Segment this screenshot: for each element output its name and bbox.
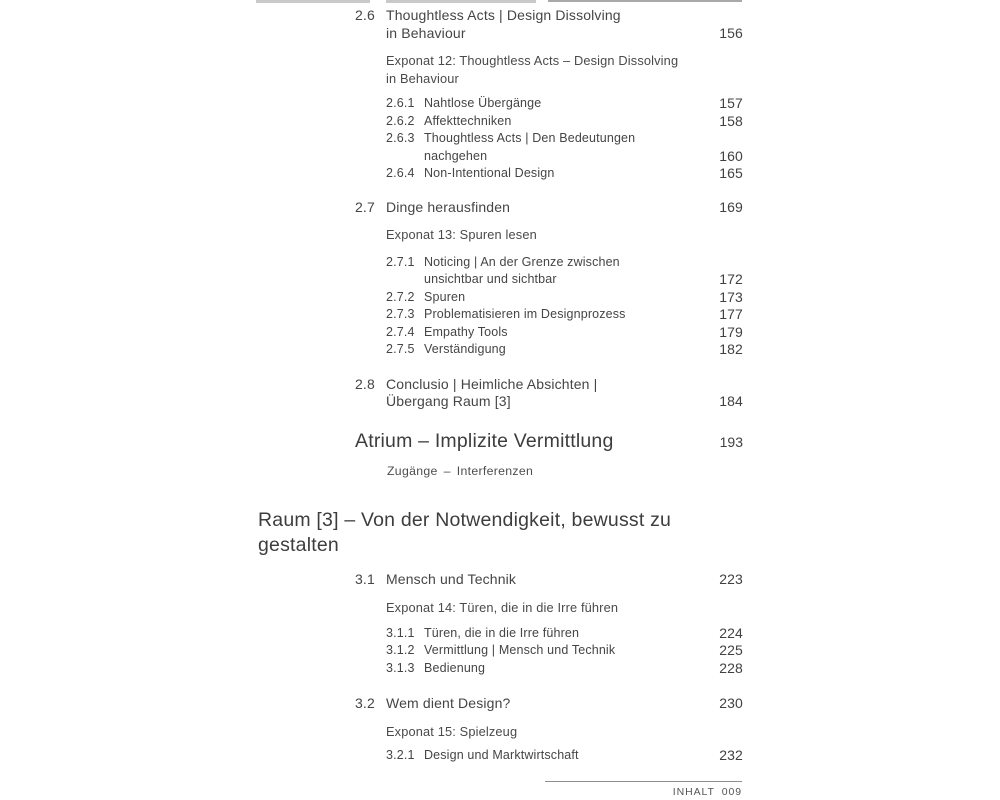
toc-subentry [386, 113, 743, 131]
subnote-dash: – [443, 463, 451, 478]
exponat-text: Exponat 14: Türen, die in die Irre führen [386, 600, 619, 615]
subentry-number: 2.6.2 [386, 113, 415, 128]
toc-subentry [386, 254, 743, 289]
entry-title: Mensch und Technik [386, 570, 517, 587]
subentry-title: Türen, die in die Irre führen [424, 625, 580, 640]
subentry-title: Thoughtless Acts | Den Bedeutungen [424, 131, 636, 145]
section-subnote [387, 463, 743, 480]
subentry-title: Design und Marktwirtschaft [424, 748, 579, 762]
entry-page-number: 169 [719, 198, 743, 215]
footer-rule [545, 781, 742, 782]
subentry-number: 2.7.1 [386, 254, 415, 269]
entry-title: Wem dient Design? [386, 695, 511, 711]
section-heading-page-number: 193 [719, 433, 743, 450]
subentry-number: 3.1.1 [386, 625, 415, 640]
subentry-page-number: 173 [719, 288, 743, 305]
entry-number: 2.7 [355, 198, 375, 215]
subentry-number: 3.1.2 [386, 643, 415, 657]
exponat-text: Exponat 13: Spuren lesen [386, 227, 537, 242]
entry-title-continuation: in Behaviour [386, 24, 466, 41]
subentry-page-number: 232 [719, 747, 743, 763]
subentry-title: Problematisieren im Designprozess [424, 307, 626, 321]
subentry-number: 3.2.1 [386, 748, 415, 762]
subentry-title: Empathy Tools [424, 324, 508, 339]
subentry-number-spacer [386, 271, 424, 289]
subnote-left: Zugänge [387, 463, 438, 478]
exponat-label [386, 52, 743, 87]
entry-page-number: 156 [719, 24, 743, 41]
toc-subentry [386, 341, 743, 359]
toc-entry [355, 376, 743, 411]
exponat-label [386, 599, 743, 617]
subentry-page-number: 224 [719, 624, 743, 641]
entry-number: 2.6 [355, 7, 375, 23]
toc-entry [355, 695, 743, 713]
toc-subentry [386, 660, 743, 678]
toc-subentry [386, 289, 743, 307]
exponat-text: Exponat 15: Spielzeug [386, 723, 518, 739]
entry-number: 2.8 [355, 375, 375, 392]
toc-entry [355, 199, 743, 217]
subentry-number: 2.6.4 [386, 166, 415, 180]
subentry-title: Affekttechniken [424, 113, 512, 128]
exponat-text-continuation: in Behaviour [386, 70, 459, 86]
subentry-title: Verständigung [424, 342, 506, 356]
exponat-label [386, 723, 743, 741]
exponat-text: Exponat 12: Thoughtless Acts – Design Dissolving [386, 53, 679, 68]
subentry-number: 2.7.3 [386, 307, 415, 321]
table-of-contents [258, 7, 743, 765]
entry-title: Conclusio | Heimliche Absichten | [386, 375, 598, 392]
entry-title-continuation: Übergang Raum [3] [386, 393, 511, 409]
top-crop-fragment [256, 0, 370, 3]
entry-page-number: 223 [719, 570, 743, 587]
subentry-title: Non-Intentional Design [424, 166, 555, 180]
subentry-number-spacer [386, 148, 424, 166]
entry-title: Dinge herausfinden [386, 198, 511, 215]
top-crop-fragment [386, 0, 536, 3]
subentry-number: 3.1.3 [386, 660, 415, 675]
subentry-page-number: 179 [719, 323, 743, 340]
subentry-page-number: 225 [719, 642, 743, 658]
subentry-title: Bedienung [424, 660, 486, 675]
top-crop-fragment [548, 0, 742, 2]
subentry-title: Noticing | An der Grenze zwischen [424, 254, 620, 269]
toc-section-heading [355, 429, 743, 453]
footer-page-number: 009 [721, 786, 742, 798]
subentry-number: 2.7.5 [386, 342, 415, 356]
toc-subentry [386, 130, 743, 165]
section-heading-title: Atrium – Implizite Vermittlung [355, 429, 614, 452]
toc-entry [355, 7, 743, 42]
subentry-page-number: 158 [719, 112, 743, 129]
entry-page-number: 230 [719, 695, 743, 711]
toc-subentry [386, 324, 743, 342]
subentry-page-number: 228 [719, 659, 743, 676]
entry-number: 3.2 [355, 695, 375, 711]
subnote-right: Interferenzen [456, 463, 534, 478]
entry-number: 3.1 [355, 570, 375, 587]
toc-subentry [386, 306, 743, 324]
toc-subentry [386, 165, 743, 183]
toc-part-heading: Raum [3] – Von der Notwendigkeit, bewusst zu gestalten [258, 508, 672, 556]
entry-title: Thoughtless Acts | Design Dissolving [386, 7, 621, 23]
footer-label: INHALT [672, 786, 715, 798]
subentry-title: Vermittlung | Mensch und Technik [424, 643, 616, 657]
subentry-title-continuation: nachgehen [424, 148, 488, 163]
entry-number-spacer [355, 25, 386, 43]
subentry-number: 2.6.1 [386, 96, 415, 110]
subentry-page-number: 165 [719, 165, 743, 181]
toc-subentry [386, 747, 743, 765]
subentry-title: Spuren [424, 289, 466, 304]
exponat-label [386, 226, 743, 244]
subentry-page-number: 182 [719, 341, 743, 357]
footer [673, 786, 742, 798]
subentry-number: 2.7.4 [386, 324, 415, 339]
subentry-number: 2.6.3 [386, 131, 415, 145]
subentry-title-continuation: unsichtbar und sichtbar [424, 272, 557, 286]
subentry-page-number: 172 [719, 271, 743, 287]
subentry-title: Nahtlose Übergänge [424, 96, 542, 110]
toc-subentry [386, 642, 743, 660]
toc-subentry [386, 95, 743, 113]
subentry-page-number: 160 [719, 147, 743, 164]
toc-subentry [386, 625, 743, 643]
toc-entry [355, 571, 743, 589]
entry-page-number: 184 [719, 393, 743, 409]
entry-number-spacer [355, 393, 386, 411]
subentry-page-number: 157 [719, 95, 743, 111]
subentry-page-number: 177 [719, 306, 743, 322]
subentry-number: 2.7.2 [386, 289, 415, 304]
